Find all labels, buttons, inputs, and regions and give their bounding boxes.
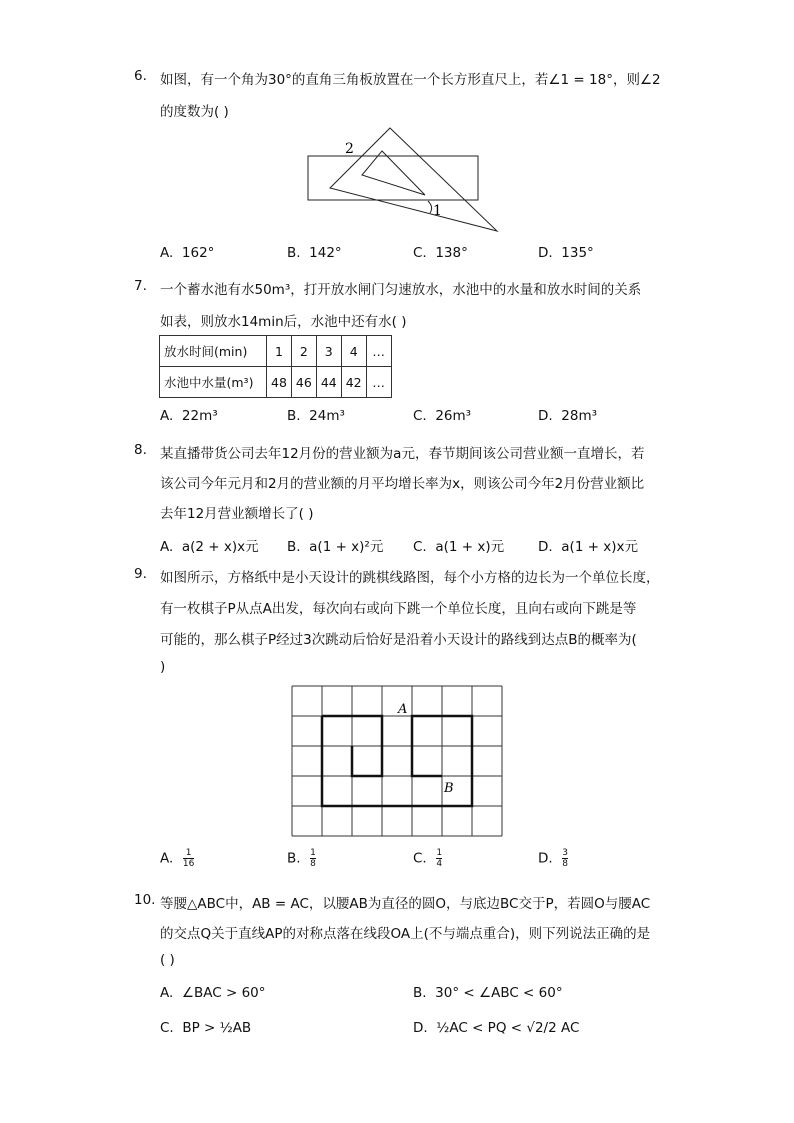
question-9-grid-figure (292, 686, 503, 838)
question-8-option-a[interactable]: A. a(2 + x)x元 (160, 539, 259, 555)
question-7-option-d[interactable]: D. 28m³ (538, 408, 598, 424)
table-cell: 48 (267, 367, 292, 398)
question-10-number: 10. (134, 892, 156, 908)
question-10-option-d[interactable]: D. ½AC < PQ < √2/2 AC (413, 1020, 580, 1036)
question-9-text-line-1: 如图所示，方格纸中是小天设计的跳棋线路图，每个小方格的边长为一个单位长度， (160, 570, 660, 586)
question-10-text-line-1: 等腰△ABC中，AB = AC，以腰AB为直径的圆O，与底边BC交于P，若圆O与腰AC (160, 896, 651, 912)
question-8-text-line-1: 某直播带货公司去年12月份的营业额为a元，春节期间该公司营业额一直增长，若 (160, 446, 645, 462)
question-7-option-c[interactable]: C. 26m³ (413, 408, 472, 424)
question-6-figure (300, 125, 510, 235)
question-10-text-line-2: 的交点Q关于直线AP的对称点落在线段OA上(不与端点重合)，则下列说法正确的是 (160, 926, 651, 942)
point-a-label: A (398, 702, 408, 717)
question-7-option-a[interactable]: A. 22m³ (160, 408, 218, 424)
grid-lines (292, 686, 502, 836)
question-9-option-b[interactable]: B. $\frac{1}{8}$ (287, 848, 316, 869)
question-6-option-c[interactable]: C. 138° (413, 245, 468, 261)
triangle-inner (362, 151, 425, 195)
question-7-text-line-2: 如表，则放水14min后，水池中还有水( ) (160, 314, 407, 330)
table-cell: 4 (341, 336, 366, 367)
question-8-option-c[interactable]: C. a(1 + x)元 (413, 539, 505, 555)
question-6-number: 6. (134, 68, 147, 84)
table-cell: 44 (316, 367, 341, 398)
question-6-text-line-1: 如图，有一个角为30°的直角三角板放置在一个长方形直尺上，若∠1 = 18°，则∠2 (160, 72, 661, 88)
question-10-option-a[interactable]: A. ∠BAC > 60° (160, 985, 266, 1001)
question-7-option-b[interactable]: B. 24m³ (287, 408, 345, 424)
table-cell: … (366, 336, 391, 367)
question-9-option-c[interactable]: C. $\frac{1}{4}$ (413, 848, 443, 869)
question-7-text-line-1: 一个蓄水池有水50m³，打开放水闸门匀速放水，水池中的水量和放水时间的关系 (160, 282, 642, 298)
question-8-option-d[interactable]: D. a(1 + x)x元 (538, 539, 639, 555)
question-8-text-line-2: 该公司今年元月和2月的营业额的月平均增长率为x，则该公司今年2月份营业额比 (160, 476, 645, 492)
question-9-text-line-2: 有一枚棋子P从点A出发，每次向右或向下跳一个单位长度，且向右或向下跳是等 (160, 601, 637, 617)
point-b-label: B (444, 781, 454, 796)
question-10-text-line-3: ( ) (160, 952, 175, 968)
table-row (160, 367, 392, 398)
table-row (160, 336, 392, 367)
question-6-option-b[interactable]: B. 142° (287, 245, 342, 261)
triangle-outer (330, 128, 497, 231)
water-table (159, 335, 392, 398)
angle-1-label: 1 (433, 203, 442, 219)
question-9-number: 9. (134, 566, 147, 582)
question-7-number: 7. (134, 278, 147, 294)
question-10-option-c[interactable]: C. BP > ½AB (160, 1020, 252, 1036)
table-cell: 3 (316, 336, 341, 367)
table-cell: … (366, 367, 391, 398)
question-9-text-line-3: 可能的，那么棋子P经过3次跳动后恰好是沿着小天设计的路线到达点B的概率为( (160, 632, 637, 648)
angle-2-label: 2 (345, 141, 354, 157)
table-cell: 42 (341, 367, 366, 398)
question-8-number: 8. (134, 442, 147, 458)
table-cell: 放水时间(min) (160, 336, 267, 367)
question-6-option-d[interactable]: D. 135° (538, 245, 594, 261)
question-10-option-b[interactable]: B. 30° < ∠ABC < 60° (413, 985, 563, 1001)
table-cell: 1 (267, 336, 292, 367)
question-9-text-line-4: ) (160, 659, 166, 675)
question-9-option-d[interactable]: D. $\frac{3}{8}$ (538, 848, 569, 869)
question-8-option-b[interactable]: B. a(1 + x)²元 (287, 539, 384, 555)
angle-1-arc (428, 201, 432, 213)
table-cell: 46 (291, 367, 316, 398)
question-6-option-a[interactable]: A. 162° (160, 245, 215, 261)
question-8-text-line-3: 去年12月营业额增长了( ) (160, 506, 314, 522)
table-cell: 2 (291, 336, 316, 367)
question-9-option-a[interactable]: A. $\frac{1}{16}$ (160, 848, 195, 869)
table-cell: 水池中水量(m³) (160, 367, 267, 398)
question-6-text-line-2: 的度数为( ) (160, 104, 229, 120)
